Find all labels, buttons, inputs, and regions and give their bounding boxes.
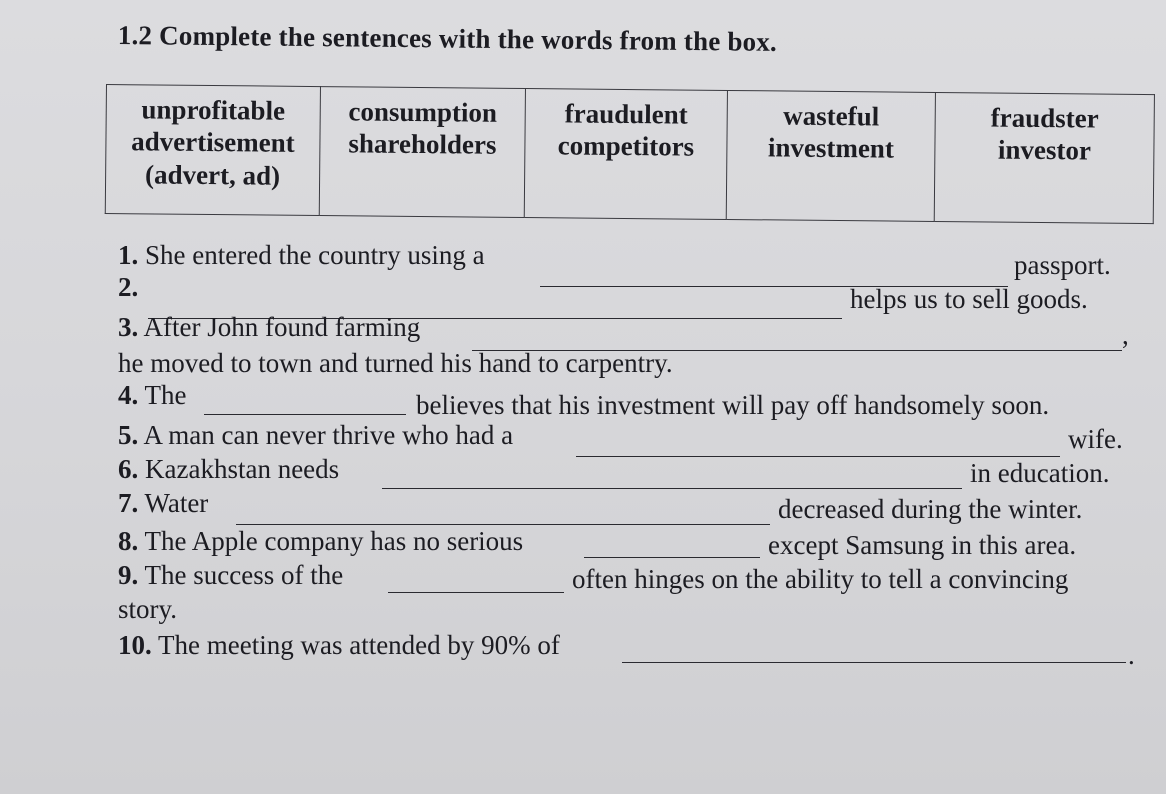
sentence-text-before: The bbox=[144, 380, 187, 410]
sentence-text-after: wife. bbox=[1068, 424, 1123, 454]
sentence-9 bbox=[118, 560, 343, 591]
sentence-number: 4. bbox=[118, 380, 139, 410]
sentence-7 bbox=[118, 488, 208, 519]
sentence-number: 6. bbox=[118, 454, 139, 484]
sentence-text-before: Water bbox=[144, 488, 209, 518]
sentence-3-continuation: he moved to town and turned his hand to carpentry. bbox=[118, 348, 673, 378]
sentence-text-after: . bbox=[1128, 640, 1135, 670]
sentence-text-before: A man can never thrive who had a bbox=[143, 420, 514, 450]
word-wasteful: wasteful bbox=[783, 100, 880, 132]
sentence-text-after: except Samsung in this area. bbox=[768, 530, 1077, 560]
word-consumption: consumption bbox=[348, 96, 498, 128]
sentence-6 bbox=[118, 454, 339, 485]
sentence-3 bbox=[118, 312, 420, 343]
sentence-text-after: often hinges on the ability to tell a convincing bbox=[572, 564, 1069, 594]
answer-blank-10[interactable] bbox=[622, 662, 1126, 663]
sentence-1 bbox=[118, 240, 485, 271]
answer-blank-5[interactable] bbox=[576, 456, 1060, 457]
word-box bbox=[105, 84, 1155, 224]
sentence-text-after: , bbox=[1122, 320, 1129, 350]
sentence-number: 5. bbox=[118, 420, 139, 450]
word-shareholders: shareholders bbox=[348, 128, 497, 161]
word-investor: investor bbox=[997, 134, 1092, 166]
sentence-text-before: After John found farming bbox=[143, 312, 421, 342]
sentence-number: 10. bbox=[118, 630, 152, 660]
word-unprofitable: unprofitable bbox=[141, 94, 286, 126]
word-box-column-2 bbox=[319, 87, 525, 218]
sentence-text-before: The meeting was attended by 90% of bbox=[158, 630, 560, 660]
sentence-text-after: passport. bbox=[1014, 250, 1111, 280]
sentence-5 bbox=[118, 420, 513, 451]
sentence-9-continuation: story. bbox=[118, 594, 177, 624]
sentence-number: 2. bbox=[118, 272, 139, 302]
sentence-text-after: helps us to sell goods. bbox=[850, 284, 1088, 314]
sentence-number: 7. bbox=[118, 488, 139, 518]
sentence-number: 8. bbox=[118, 526, 139, 556]
sentence-text-before: The Apple company has no serious bbox=[144, 526, 524, 556]
sentence-4 bbox=[118, 380, 187, 411]
word-fraudster: fraudster bbox=[990, 102, 1099, 134]
word-investment: investment bbox=[767, 132, 895, 164]
sentence-text-before: Kazakhstan needs bbox=[145, 454, 340, 484]
answer-blank-4[interactable] bbox=[204, 414, 406, 415]
word-box-column-4 bbox=[726, 90, 935, 221]
answer-blank-8[interactable] bbox=[584, 557, 760, 558]
answer-blank-9[interactable] bbox=[388, 592, 564, 593]
sentence-text-after: decreased during the winter. bbox=[778, 494, 1083, 524]
sentence-text-after: believes that his investment will pay off handsomely soon. bbox=[416, 390, 1050, 420]
sentence-10 bbox=[118, 630, 560, 661]
sentence-number: 3. bbox=[118, 312, 139, 342]
sentence-number: 1. bbox=[118, 240, 139, 270]
word-advertisement: advertisement bbox=[131, 126, 295, 159]
exercise-title: 1.2 Complete the sentences with the words from the box. bbox=[117, 20, 778, 57]
sentence-text-after: in education. bbox=[970, 458, 1110, 488]
sentence-text-before: She entered the country using a bbox=[145, 240, 485, 270]
sentence-8 bbox=[118, 526, 523, 557]
sentence-2 bbox=[118, 272, 138, 303]
sentence-text-before: The success of the bbox=[144, 560, 344, 590]
word-fraudulent: fraudulent bbox=[564, 98, 688, 130]
word-box-column-5 bbox=[934, 92, 1154, 223]
sentence-number: 9. bbox=[118, 560, 139, 590]
word-advert-ad: (advert, ad) bbox=[144, 159, 281, 191]
word-box-column-1 bbox=[105, 85, 320, 216]
word-competitors: competitors bbox=[557, 130, 695, 163]
answer-blank-7[interactable] bbox=[236, 524, 770, 525]
word-box-column-3 bbox=[524, 89, 727, 220]
answer-blank-6[interactable] bbox=[382, 488, 962, 489]
